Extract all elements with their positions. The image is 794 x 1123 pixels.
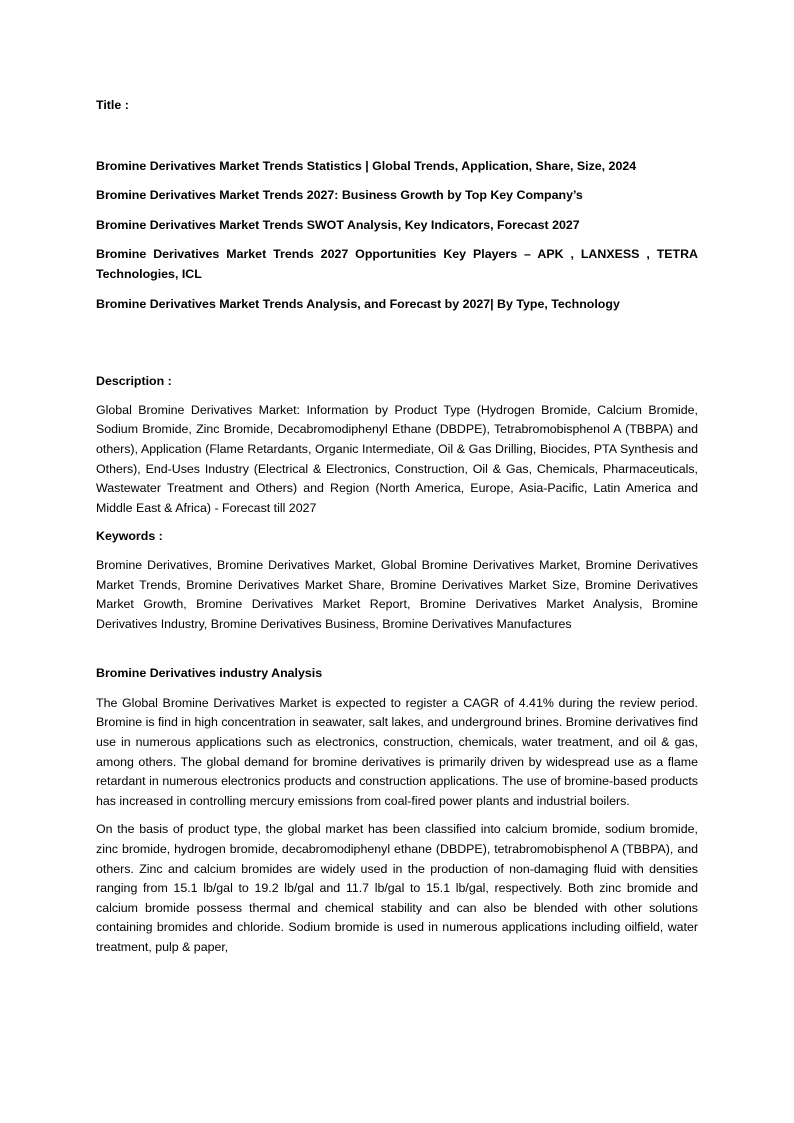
document-page — [96, 96, 698, 967]
analysis-paragraph-1: The Global Bromine Derivatives Market is expected to register a CAGR of 4.41% during the review period. Bromine is find in high concentration in seawater, salt lakes, and underground brines. Bromine derivatives find use in numerous applications such as electronics, construction, chemicals, water treatment, and oil & gas, among others. The global demand for bromine derivatives is primarily driven by widespread use as a flame retardant in numerous electronics products and construction applications. The use of bromine-based products has increased in controlling mercury emissions from coal-fired power plants and industrial boilers. — [96, 695, 698, 808]
analysis-paragraph-2: On the basis of product type, the global market has been classified into calcium bromide, sodium bromide, zinc bromide, hydrogen bromide, decabromodiphenyl ethane (DBDPE), tetrabromobisphenol A (TBBPA), and others. Zinc and calcium bromides are widely used in the production of non-damaging fluid with densities ranging from 15.1 lb/gal to 19.2 lb/gal and 11.7 lb/gal to 15.1 lb/gal, respectively. Both zinc bromide and calcium bromide possess thermal and chemical stability and can also be blended with other solutions containing bromides and chloride. Sodium bromide is used in numerous applications including oilfield, water treatment, pulp & paper, — [96, 822, 698, 954]
keywords-text: Bromine Derivatives, Bromine Derivatives Market, Global Bromine Derivatives Market, Bromine Derivatives Market Trends, Bromine Derivatives Market Share, Bromine Derivatives Market Size, Bromine Derivatives Market Growth, Bromine Derivatives Market Report, Bromine Derivatives Market Analysis, Bromine Derivatives Industry, Bromine Derivatives Business, Bromine Derivatives Manufactures — [96, 557, 698, 631]
title-label: Title : — [96, 98, 129, 112]
title-item-1: Bromine Derivatives Market Trends Statistics | Global Trends, Application, Share, Size, 2024 — [96, 158, 637, 173]
title-item-2: Bromine Derivatives Market Trends 2027: Business Growth by Top Key Company’s — [96, 188, 583, 203]
description-text: Global Bromine Derivatives Market: Information by Product Type (Hydrogen Bromide, Calcium Bromide, Sodium Bromide, Zinc Bromide, Decabromodiphenyl Ethane (DBDPE), Tetrabromobisphenol A (TBBPA) and others), Application (Flame Retardants, Organic Intermediate, Oil & Gas Drilling, Biocides, PTA Synthesis and Others), End-Uses Industry (Electrical & Electronics, Construction, Oil & Gas, Chemicals, Pharmaceuticals, Wastewater Treatment and Others) and Region (North America, Europe, Asia-Pacific, Latin America and Middle East & Africa) - Forecast till 2027 — [96, 402, 698, 515]
analysis-heading: Bromine Derivatives industry Analysis — [96, 666, 323, 681]
keywords-label: Keywords : — [96, 529, 163, 544]
title-item-4: Bromine Derivatives Market Trends 2027 Opportunities Key Players – APK , LANXESS , TETRA Technologies, ICL — [96, 247, 698, 281]
title-item-3: Bromine Derivatives Market Trends SWOT Analysis, Key Indicators, Forecast 2027 — [96, 217, 580, 232]
title-list — [96, 157, 698, 315]
title-item-5: Bromine Derivatives Market Trends Analysis, and Forecast by 2027| By Type, Technology — [96, 296, 620, 311]
description-label: Description : — [96, 374, 172, 389]
